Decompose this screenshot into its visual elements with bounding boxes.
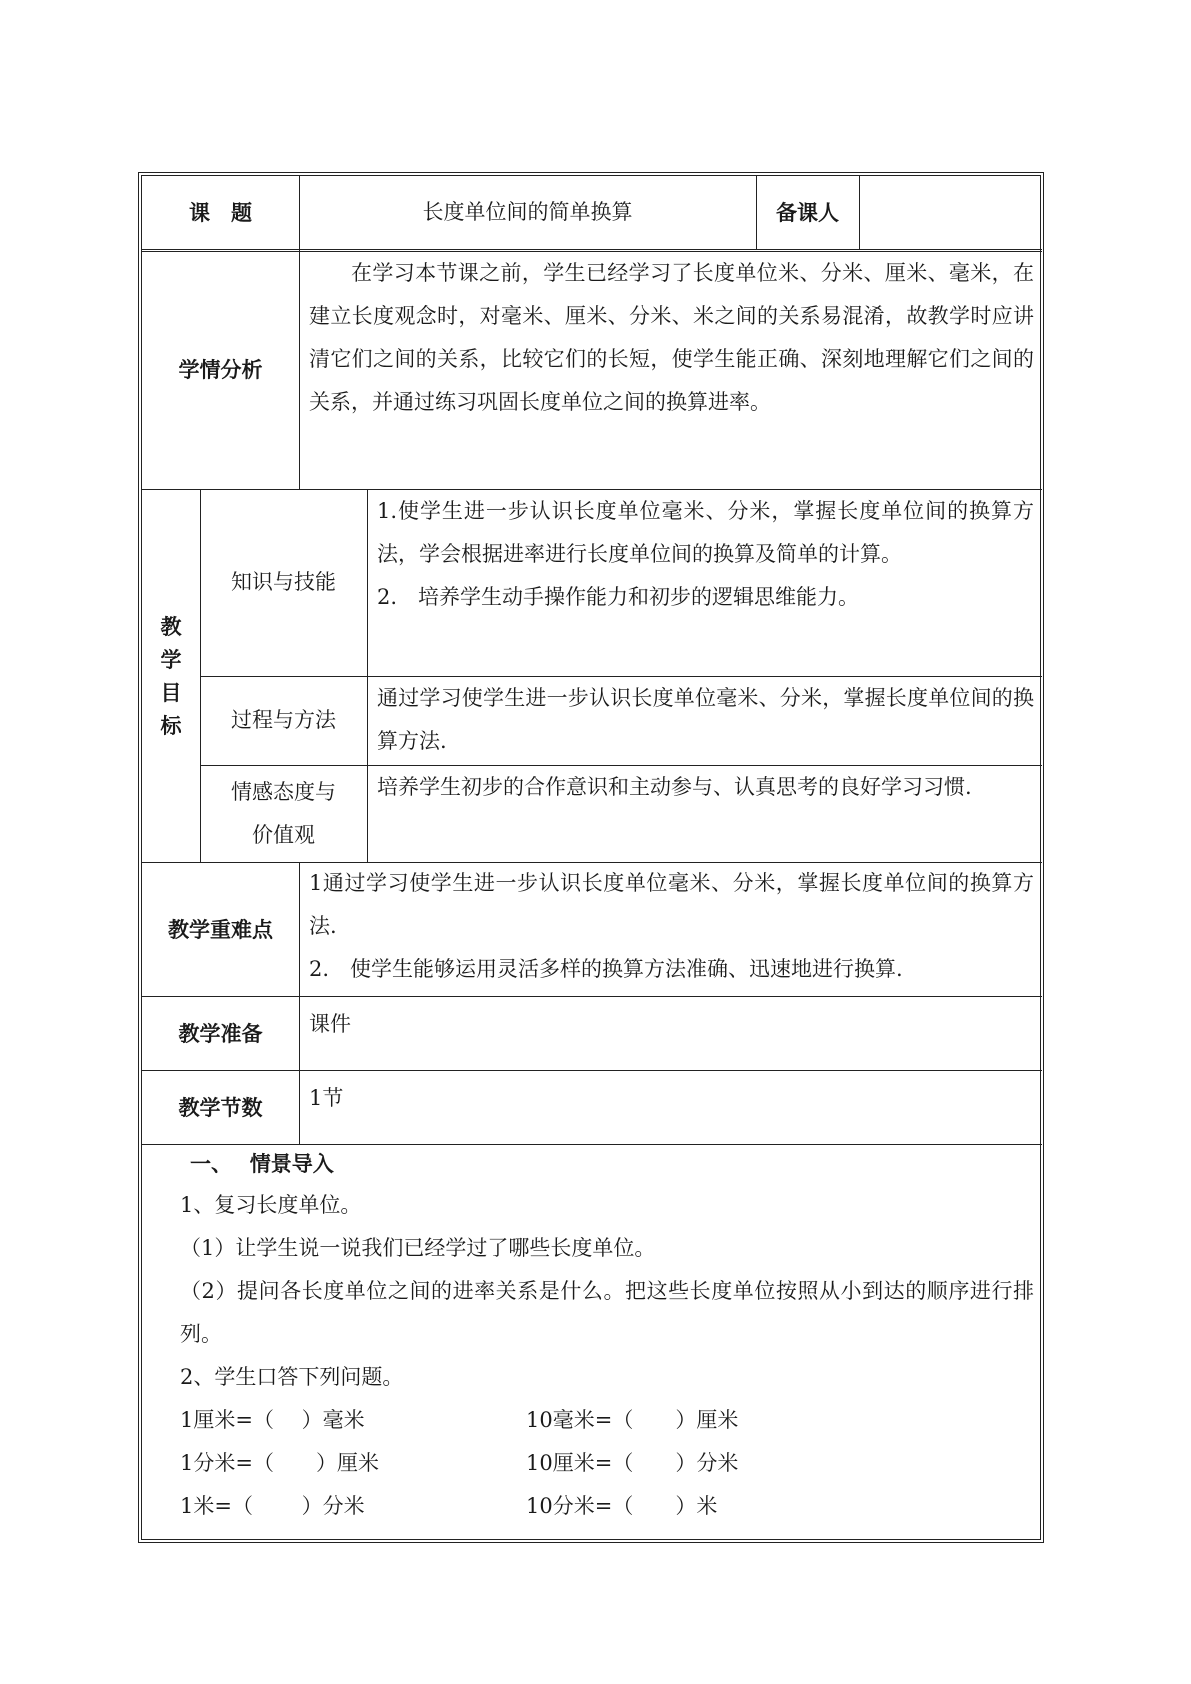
preparation-value: 课件 <box>309 1012 351 1036</box>
goals-label-char: 标 <box>160 712 182 738</box>
knowledge-label: 知识与技能 <box>231 570 336 594</box>
knowledge-text <box>367 490 1042 676</box>
knowledge-item: 2. 培养学生动手操作能力和初步的逻辑思维能力。 <box>377 585 860 609</box>
lesson-plan-table <box>138 172 1044 1543</box>
preparation-label: 教学准备 <box>178 1020 263 1046</box>
goals-label-char: 学 <box>160 646 182 672</box>
key-points-label: 教学重难点 <box>168 916 273 942</box>
knowledge-item: 1.使学生进一步认识长度单位毫米、分米，掌握长度单位间的换算方法，学会根据进率进行长度单位间的换算及简单的计算。 <box>377 499 1034 566</box>
periods-value: 1节 <box>309 1086 344 1110</box>
emotion-label-line: 情感态度与 <box>231 779 336 804</box>
process-body <box>142 1144 1042 1541</box>
step-1: 1、复习长度单位。 <box>180 1193 362 1217</box>
section-title: 一、 情景导入 <box>190 1151 334 1176</box>
goals-label <box>142 489 200 862</box>
topic-label: 课 题 <box>189 200 252 225</box>
exercise-item: 1米=（ ）分米 <box>180 1494 365 1518</box>
emotion-label-line: 价值观 <box>252 822 315 847</box>
key-point-item: 2. 使学生能够运用灵活多样的换算方法准确、迅速地进行换算. <box>309 957 903 981</box>
preparer-label: 备课人 <box>776 200 839 225</box>
exercise-row <box>180 1442 1034 1485</box>
topic-value: 长度单位间的简单换算 <box>422 200 633 224</box>
step-2: 2、学生口答下列问题。 <box>180 1365 404 1389</box>
exercise-item: 1分米=（ ）厘米 <box>180 1451 379 1475</box>
preparer-value <box>859 176 1042 249</box>
step-1-sub-2: （2）提问各长度单位之间的进率关系是什么。把这些长度单位按照从小到达的顺序进行排列。 <box>180 1279 1034 1346</box>
key-points-text <box>299 862 1042 996</box>
emotion-text: 培养学生初步的合作意识和主动参与、认真思考的良好学习习惯. <box>377 775 972 799</box>
goals-label-char: 教 <box>160 613 182 639</box>
exercise-item: 10分米=（ ）米 <box>526 1494 718 1518</box>
periods-label: 教学节数 <box>178 1094 263 1120</box>
analysis-label: 学情分析 <box>178 356 263 382</box>
goals-label-char: 目 <box>160 679 182 705</box>
exercise-row <box>180 1399 1034 1442</box>
step-1-sub-1: （1）让学生说一说我们已经学过了哪些长度单位。 <box>180 1236 656 1260</box>
exercise-item: 10毫米=（ ）厘米 <box>526 1408 739 1432</box>
emotion-label <box>200 765 367 862</box>
analysis-text: 在学习本节课之前，学生已经学习了长度单位米、分米、厘米、毫米，在建立长度观念时，对毫米、厘米、分米、米之间的关系易混淆，故教学时应讲清它们之间的关系，比较它们的长短，使学生能正确、深刻地理解它们之间的关系，并通过练习巩固长度单位之间的换算进率。 <box>309 261 1034 414</box>
process-label: 过程与方法 <box>231 708 336 732</box>
key-point-item: 1通过学习使学生进一步认识长度单位毫米、分米，掌握长度单位间的换算方法. <box>309 871 1034 938</box>
exercise-item: 1厘米=（ ）毫米 <box>180 1408 365 1432</box>
exercise-item: 10厘米=（ ）分米 <box>526 1451 739 1475</box>
process-text: 通过学习使学生进一步认识长度单位毫米、分米，掌握长度单位间的换算方法. <box>377 686 1034 753</box>
exercise-row <box>180 1485 1034 1528</box>
